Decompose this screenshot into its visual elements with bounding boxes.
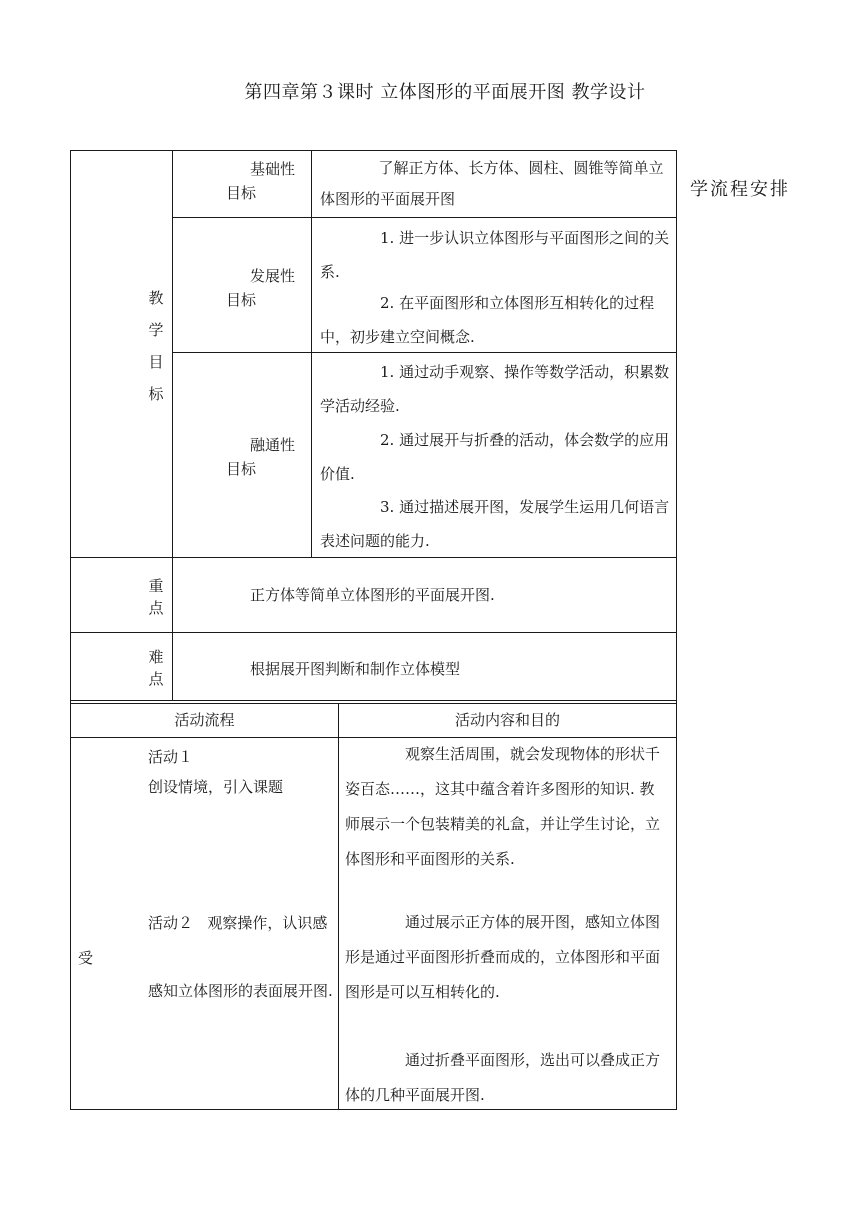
development-objective-label: 发展性目标 [226,267,296,309]
activity2-content: 通过折叠平面图形，选出可以叠成正方体的几种平面展开图. [345,1051,661,1104]
activity2-title: 观察操作，认识感受 [78,914,328,967]
integration-objective-label: 融通性目标 [226,436,296,478]
integration-objective-item: 1. 通过动手观察、操作等数学活动，积累数学活动经验. [320,363,670,415]
page-title: 第四章第３课时 立体图形的平面展开图 教学设计 [244,82,646,103]
development-objective-item: 2. 在平面图形和立体图形互相转化的过程中，初步建立空间概念. [320,294,655,346]
activity2-label: 活动２ [148,914,194,932]
rule [676,150,677,1110]
integration-objective-item: 3. 通过描述展开图，发展学生运用几何语言表述问题的能力. [320,498,670,550]
side-note: 学流程安排 [690,179,790,200]
development-objective-item: 1. 进一步认识立体图形与平面图形之间的关系. [320,229,670,281]
activity-flow-header: 活动流程 [174,711,235,729]
key-point-text: 正方体等简单立体图形的平面展开图. [250,586,495,604]
activity2-content: 通过展示正方体的展开图，感知立体图形是通过平面图形折叠而成的，立体图形和平面图形是可以互相转化的. [345,913,661,1001]
rule [70,150,677,151]
rule [172,217,677,218]
rule [70,150,71,1110]
rule [311,150,312,558]
activity1-content: 观察生活周围，就会发现物体的形状千姿百态……，这其中蕴含着许多图形的知识. 教师展示一个包装精美的礼盒，并让学生讨论，立体图形和平面图形的关系. [345,745,661,868]
rule [338,703,339,1110]
rule [70,700,677,701]
basic-objective-label: 基础性目标 [226,160,296,202]
activity2-subtitle: 感知立体图形的表面展开图. [148,982,333,1000]
difficulty-label: 难点 [148,648,164,688]
rule [172,150,173,701]
integration-objective-item: 2. 通过展开与折叠的活动，体会数学的应用价值. [320,431,670,483]
objectives-label: 教学目标 [148,289,164,403]
difficulty-text: 根据展开图判断和制作立体模型 [250,660,461,678]
activity1-subtitle: 创设情境，引入课题 [148,778,284,796]
activity1-label: 活动１ [148,748,194,766]
activity-content-header: 活动内容和目的 [454,711,560,729]
key-point-label: 重点 [148,577,164,617]
rule [70,632,677,633]
activity2-heading [78,906,336,976]
basic-objective-text: 了解正方体、长方体、圆柱、圆锥等简单立体图形的平面展开图 [320,159,664,208]
